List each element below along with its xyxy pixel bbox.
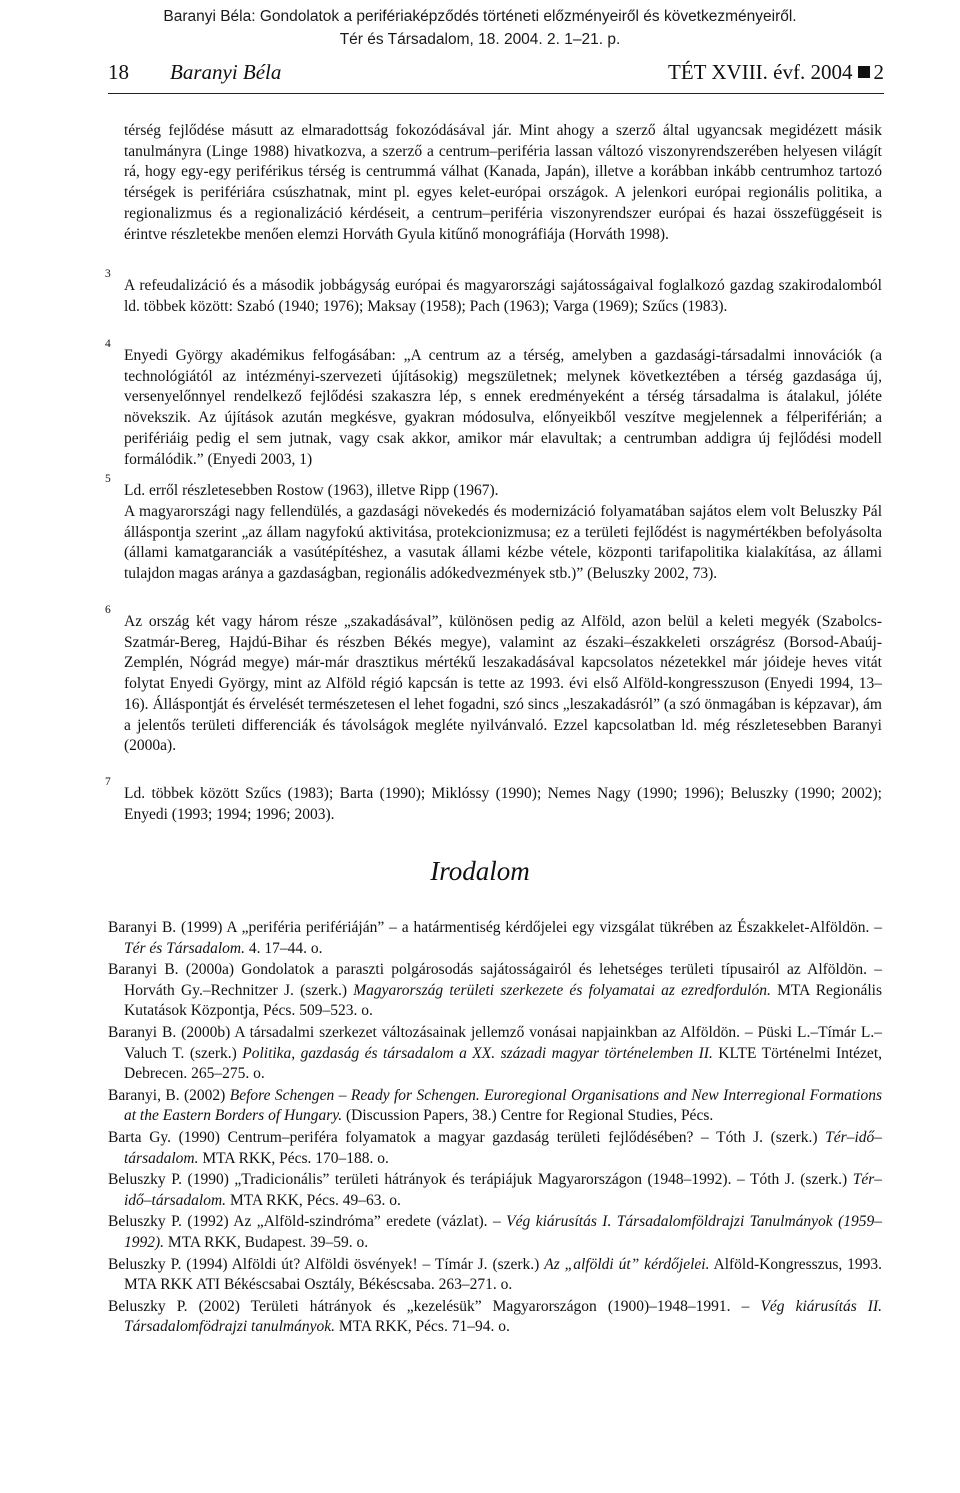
footnote-5-continuation [124, 502, 882, 585]
reference-text: Baranyi B. (1999) A „periféria perifériáján” – a határmentiség kérdőjelei egy vizsgálat tükrében az Északkelet-Alföldön. – [108, 919, 882, 936]
reference-entry [108, 918, 882, 959]
reference-title: Tér és Társadalom. [124, 939, 246, 957]
reference-publisher: MTA RKK, Pécs. 170–188. o. [198, 1149, 389, 1167]
footnote-text: A refeudalizáció és a második jobbágyság európai és magyarországi sajátosságaival foglalkozó gazdag szakirodalomból ld. többek között: Szabó (1940; 1976); Maksay (1958); Pach (1963); Varga (1969); Szűcs (1983). [124, 277, 882, 315]
reference-title: Az „alföldi út” kérdőjelei. [544, 1255, 710, 1273]
footnote-number: 3 [105, 268, 111, 280]
reference-title: Tér–idő–társadalom. [124, 1128, 882, 1167]
footnote-text: Ld. többek között Szűcs (1983); Barta (1990); Miklóssy (1990); Nemes Nagy (1990; 1996); Beluszky (1990; 2002); Enyedi (1993; 1994; 1996; 2003). [124, 785, 882, 823]
header-rule [108, 93, 884, 94]
page-number: 18 [108, 60, 129, 84]
reference-list [108, 918, 882, 1339]
reference-publisher: KLTE Történelmi Intézet, Debrecen. 265–275. o. [124, 1044, 882, 1083]
reference-publisher: Alföld-Kongresszus, 1993. MTA RKK ATI Békéscsabai Osztály, Békéscsaba. 263–271. o. [124, 1255, 882, 1294]
running-head [108, 60, 884, 94]
reference-text: Baranyi, B. (2002) [108, 1086, 230, 1104]
reference-title: Magyarország területi szerkezete és folyamatai az ezredfordulón. [353, 981, 771, 999]
reference-title: Vég kiárusítás I. Társadalomföldrajzi Tanulmányok (1959–1992). [124, 1213, 882, 1251]
reference-title: Before Schengen – Ready for Schengen. Euroregional Organisations and New Interregional Formations at the Eastern Borders of Hungary. [124, 1086, 882, 1125]
footnote-5 [124, 481, 882, 502]
reference-entry [108, 1128, 882, 1169]
reference-text: Beluszky P. (1990) „Tradicionális” területi hátrányok és terápiájuk Magyarországon (1948–1992). – Tóth J. (szerk.) [108, 1171, 853, 1189]
reference-publisher: 4. 17–44. o. [245, 939, 323, 957]
footnote-3 [124, 276, 882, 317]
reference-text: Baranyi B. (2000a) Gondolatok a paraszti polgárosodás sajátosságairól és lehetséges területi típusairól az Alföldön. – Horváth Gy.–Rechnitzer J. (szerk.) [108, 961, 882, 999]
reference-text: Barta Gy. (1990) Centrum–periféra folyamatok a magyar gazdaság területi fejlődésében? – Tóth J. (szerk.) [108, 1128, 826, 1146]
running-head-author: Baranyi Béla [170, 60, 282, 84]
reference-publisher: MTA RKK, Pécs. 71–94. o. [334, 1318, 510, 1336]
reference-entry [108, 1212, 882, 1253]
running-head-issue: 2 [873, 60, 884, 84]
reference-text: Beluszky P. (2002) Területi hátrányok és „kezelésük” Magyarországon (1900)–1948–1991. – [108, 1297, 761, 1315]
footnote-4 [124, 346, 882, 470]
reference-entry [108, 1297, 882, 1338]
reference-title: Politika, gazdaság és társadalom a XX. századi magyar történelemben II. [242, 1044, 713, 1062]
running-head-journal: TÉT XVIII. évf. 2004 [668, 60, 853, 84]
reference-text: Baranyi B. (2000b) A társadalmi szerkezet változásainak jellemző vonásai napjainkban az Alföldön. – Püski L.–Tímár L.–Valuch T. (szerk.) [108, 1023, 882, 1062]
citation-banner-line-2: Tér és Társadalom, 18. 2004. 2. 1–21. p. [339, 31, 621, 48]
reference-text: Beluszky P. (1992) Az „Alföld-szindróma” eredete (vázlat). – [108, 1213, 507, 1231]
reference-entry [108, 1023, 882, 1085]
reference-publisher: MTA RKK, Pécs. 49–63. o. [226, 1191, 401, 1209]
section-heading: Irodalom [430, 856, 530, 886]
footnote-text: Az ország két vagy három része „szakadásával”, különösen pedig az Alföld, azon belül a keleti megyék (Szabolcs-Szatmár-Bereg, Hajdú-Bihar és részben Békés megye), valamint az északi–északkeleti országrész (Borsod-Abaúj-Zemplén, Nógrád megye) már-már drasztikus mértékű leszakadásával kapcsolatos nézetekkel már jóideje heves vitát folytat Enyedi György, mint az Alföld régió kapcsán is tette az 1993. évi első Alföld-kongresszuson (Enyedi 1994, 13–16). Álláspontját és érvelését természetesen el lehet fogadni, szó sincs „leszakadásról” (a szó önmagában is képzavar), ám a jelentős területi differenciák és távolságok megléte nyilvánvaló. Ezzel kapcsolatban ld. még részletesebben Baranyi (2000a). [124, 613, 882, 755]
footnote-number: 6 [105, 604, 111, 616]
footnote-number: 7 [105, 776, 111, 788]
black-square-icon [858, 66, 870, 78]
reference-publisher: MTA RKK, Budapest. 39–59. o. [164, 1233, 369, 1251]
reference-entry [108, 1170, 882, 1211]
reference-entry [108, 1086, 882, 1127]
reference-publisher: (Discussion Papers, 38.) Centre for Regional Studies, Pécs. [342, 1107, 714, 1125]
reference-text: Beluszky P. (1994) Alföldi út? Alföldi ösvények! – Tímár J. (szerk.) [108, 1255, 545, 1273]
footnote-text: Ld. erről részletesebben Rostow (1963), illetve Ripp (1967). [124, 482, 499, 499]
footnote-number: 5 [105, 473, 111, 485]
footnote-text: A magyarországi nagy fellendülés, a gazdasági növekedés és modernizáció folyamatában sajátos elem volt Beluszky Pál álláspontja szerint „az állam nagyfokú aktivitása, protekcionizmusa; ez a területi fejlődést is nagymértékben befolyásolta (állami kamatgaranciák a vasútépítéshez, a vasutak állami kézbe vétele, központi tarifapolitika kialakítása, az állami tulajdon magas aránya a gazdaságban, regionális adókedvezmények stb.)” (Beluszky 2002, 73). [124, 503, 882, 583]
reference-entry [108, 1255, 882, 1296]
reference-title: Vég kiárusítás II. Társadalomfödrajzi tanulmányok. [124, 1297, 882, 1336]
reference-publisher: MTA Regionális Kutatások Központja, Pécs. 509–523. o. [124, 981, 882, 1020]
footnote-number: 4 [105, 338, 111, 350]
footnote-7 [124, 784, 882, 825]
reference-title: Tér–idő–társadalom. [124, 1171, 882, 1209]
footnote-text: térség fejlődése másutt az elmaradottság fokozódásával jár. Mint ahogy a szerző által ugyancsak megidézett másik tanulmányra (Linge 1988) hivatkozva, a szerző a centrum–periféria lassan változó viszonyrendszerében helyesen világít rá, hogy egy-egy periférikus térség is centrummá válhat (Kanada, Japán), illetve a korábban inkább centrumhoz tartozó térségek is perifériára csúszhatnak, mint pl. egyes kelet-európai országok. A jelenkori európai regionális politika, a regionalizmus és a regionalizáció kérdéseit, a centrum–periféria viszonyrendszer európai és hazai összefüggéseit is érintve részletekbe menően elemzi Horváth Gyula kitűnő monográfiája (Horváth 1998). [124, 122, 882, 243]
reference-entry [108, 960, 882, 1022]
footnote-6 [124, 612, 882, 757]
footnote-text: Enyedi György akadémikus felfogásában: „A centrum az a térség, amelyben a gazdasági-társadalmi innovációk (a technológiától az intézményi-szervezeti újításokig) megszületnek; melynek következtében a térség gazdasága új, versenyelőnnyel rendelkező fejlődési szakaszra lép, s ennek eredményeként a térség társadalma is átalakul, jóléte növekszik. Az újítások azután megkésve, gyakran módosulva, előnyeikből veszítve megjelennek a félperiférián; a perifériáig pedig el sem jutnak, vagy csak akkor, amikor már elavultak; a centrumban addigra új fejlődési modell formálódik.” (Enyedi 2003, 1) [124, 347, 882, 468]
citation-banner-line-1: Baranyi Béla: Gondolatok a perifériaképződés történeti előzményeiről és következményeiről. [163, 8, 797, 25]
footnote-continuation [124, 121, 882, 245]
